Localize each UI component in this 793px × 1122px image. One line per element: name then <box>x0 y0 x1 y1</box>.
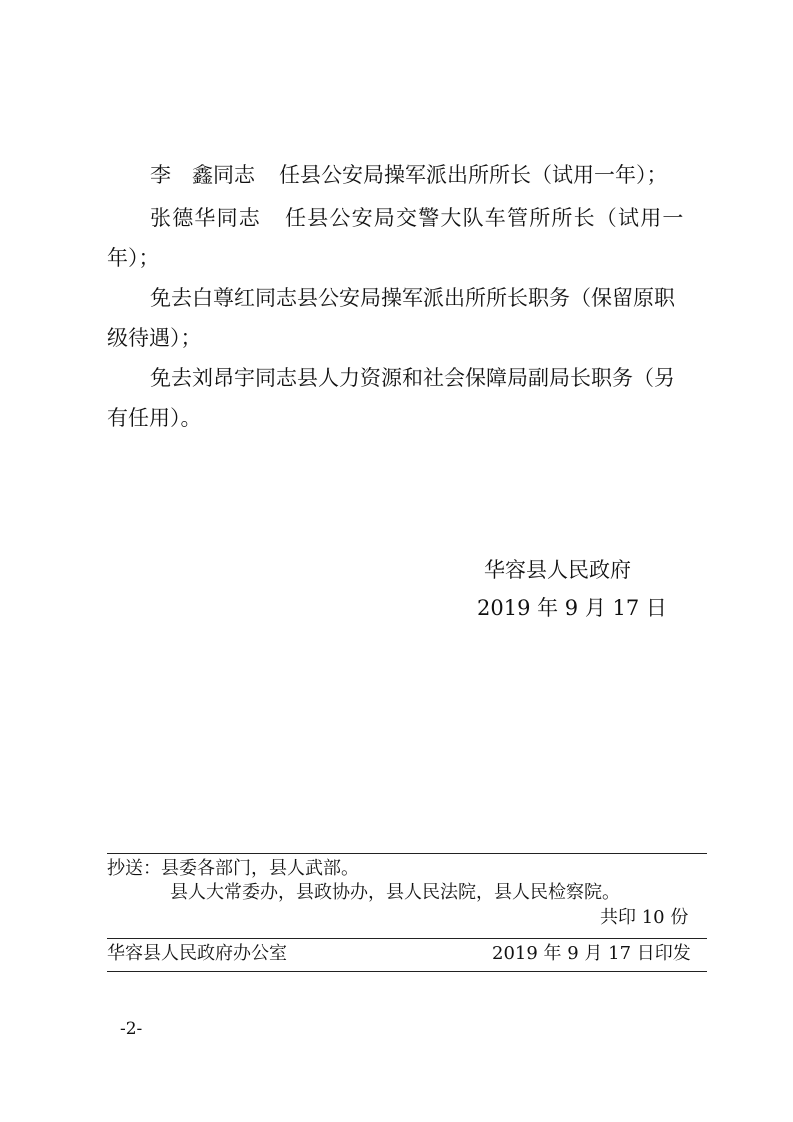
removal-2-second-line: 有任用）。 <box>107 406 202 430</box>
cc-recipients-2: 县人大常委办，县政协办，县人民法院，县人民检察院。 <box>170 882 620 903</box>
signature-date: 2019 年 9 月 17 日 <box>477 596 667 620</box>
issue-date: 2019 年 9 月 17 日印发 <box>492 943 691 964</box>
copies-count: 共印 10 份 <box>600 907 689 928</box>
appointment-1-duty: 任县公安局操军派出所所长（试用一年）； <box>279 163 668 187</box>
appointment-2-duty: 任县公安局交警大队车管所所长（试用一 <box>285 206 685 230</box>
appointment-2-continuation: 年）； <box>107 246 160 270</box>
appointment-1-name: 李 鑫同志 <box>150 163 255 187</box>
cc-line-1 <box>107 858 359 880</box>
distribution-top-rule <box>107 853 707 854</box>
distribution-bottom-rule <box>107 971 707 972</box>
removal-1-second-line: 级待遇）； <box>107 326 202 350</box>
removal-2-first-line: 免去刘昂宇同志县人力资源和社会保障局副局长职务（另 <box>150 366 675 390</box>
cc-label: 抄送： <box>107 858 161 879</box>
cc-recipients-1: 县委各部门，县人武部。 <box>161 858 359 879</box>
page-number: -2- <box>120 1019 143 1039</box>
distribution-middle-rule <box>107 938 707 939</box>
appointment-2-name: 张德华同志 <box>150 206 261 230</box>
removal-1-first-line: 免去白尊红同志县公安局操军派出所所长职务（保留原职 <box>150 286 675 310</box>
issuer-signature: 华容县人民政府 <box>484 558 631 582</box>
issuing-office: 华容县人民政府办公室 <box>107 943 287 964</box>
appointment-2 <box>150 206 685 230</box>
appointment-1 <box>150 163 668 187</box>
